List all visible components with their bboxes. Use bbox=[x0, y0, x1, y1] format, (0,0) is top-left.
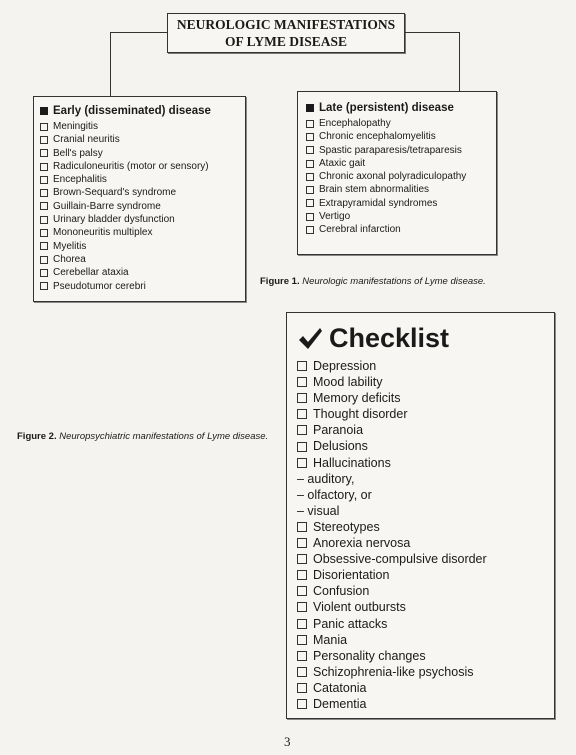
early-list bbox=[40, 120, 239, 293]
checkbox-square-icon bbox=[297, 651, 307, 661]
list-item-text: Thought disorder bbox=[313, 407, 408, 422]
list-item bbox=[306, 183, 488, 196]
checklist-box bbox=[286, 312, 555, 719]
list-item-text: Guillain-Barre syndrome bbox=[53, 200, 161, 212]
checkbox-square-icon bbox=[297, 586, 307, 596]
list-item-text: Cranial neuritis bbox=[53, 134, 120, 146]
list-item bbox=[40, 173, 239, 186]
list-item-text: Mononeuritis multiplex bbox=[53, 227, 153, 239]
page-number: 3 bbox=[284, 734, 291, 749]
list-item-text: Dementia bbox=[313, 696, 367, 711]
checkbox-square-icon bbox=[306, 120, 314, 128]
list-item bbox=[297, 503, 544, 519]
list-item bbox=[297, 632, 544, 648]
list-item bbox=[297, 680, 544, 696]
checkbox-square-icon bbox=[40, 229, 48, 237]
checkbox-square-icon bbox=[40, 149, 48, 157]
list-item-text: – auditory, bbox=[297, 471, 355, 486]
checkbox-square-icon bbox=[297, 409, 307, 419]
list-item bbox=[297, 422, 544, 438]
list-item bbox=[297, 535, 544, 551]
list-item-text: Brown-Sequard's syndrome bbox=[53, 187, 177, 199]
list-item bbox=[306, 223, 488, 236]
checkbox-square-icon bbox=[297, 458, 307, 468]
checkbox-square-icon bbox=[40, 202, 48, 210]
list-item bbox=[297, 567, 544, 583]
checklist-list bbox=[297, 358, 544, 712]
figure-2-caption bbox=[17, 431, 268, 442]
list-item bbox=[40, 226, 239, 239]
list-item-text: Brain stem abnormalities bbox=[319, 184, 430, 196]
title-line-1: NEUROLOGIC MANIFESTATIONS bbox=[176, 17, 396, 32]
checklist-title-text: Checklist bbox=[329, 323, 450, 353]
list-item-text: Violent outbursts bbox=[313, 600, 406, 615]
list-item bbox=[40, 213, 239, 226]
checkbox-square-icon bbox=[297, 538, 307, 548]
checkbox-square-icon bbox=[40, 242, 48, 250]
diagram-title bbox=[167, 13, 405, 53]
late-heading bbox=[306, 102, 488, 114]
checkbox-square-icon bbox=[297, 554, 307, 564]
list-item bbox=[297, 583, 544, 599]
list-item bbox=[297, 648, 544, 664]
checkbox-square-icon bbox=[306, 173, 314, 181]
list-item bbox=[40, 280, 239, 293]
list-item bbox=[297, 519, 544, 535]
list-item-text: Personality changes bbox=[313, 648, 426, 663]
list-item bbox=[297, 471, 544, 487]
checkbox-square-icon bbox=[40, 136, 48, 144]
list-item bbox=[306, 197, 488, 210]
figure-2-text: Neuropsychiatric manifestations of Lyme disease. bbox=[59, 431, 269, 442]
list-item-text: Panic attacks bbox=[313, 616, 388, 631]
list-item bbox=[40, 133, 239, 146]
list-item bbox=[40, 160, 239, 173]
list-item bbox=[306, 130, 488, 143]
list-item bbox=[306, 170, 488, 183]
list-item bbox=[297, 406, 544, 422]
late-heading-text: Late (persistent) disease bbox=[319, 102, 454, 114]
list-item-text: Depression bbox=[313, 359, 377, 373]
checkbox-square-icon bbox=[40, 256, 48, 264]
list-item-text: Chronic axonal polyradiculopathy bbox=[319, 171, 467, 183]
checkbox-square-icon bbox=[297, 522, 307, 532]
list-item bbox=[297, 487, 544, 503]
list-item bbox=[40, 147, 239, 160]
list-item-text: – olfactory, or bbox=[297, 487, 372, 502]
list-item bbox=[40, 186, 239, 199]
checkbox-square-icon bbox=[306, 226, 314, 234]
checklist-title bbox=[297, 323, 544, 354]
checkbox-square-icon bbox=[297, 361, 307, 371]
checkbox-square-icon bbox=[306, 186, 314, 194]
connector-left-horizontal bbox=[110, 32, 167, 33]
list-item-text: Paranoia bbox=[313, 423, 364, 438]
list-item bbox=[297, 599, 544, 615]
list-item-text: Cerebral infarction bbox=[319, 224, 401, 236]
filled-square-icon bbox=[306, 104, 314, 112]
list-item bbox=[40, 253, 239, 266]
list-item-text: Encephalopathy bbox=[319, 118, 391, 129]
list-item-text: Bell's palsy bbox=[53, 147, 103, 159]
list-item-text: Extrapyramidal syndromes bbox=[319, 197, 438, 209]
list-item bbox=[297, 551, 544, 567]
list-item-text: Mania bbox=[313, 632, 348, 647]
list-item-text: Hallucinations bbox=[313, 455, 391, 470]
connector-left-vertical bbox=[110, 32, 111, 96]
checkbox-square-icon bbox=[306, 133, 314, 141]
checkbox-square-icon bbox=[306, 146, 314, 154]
list-item bbox=[306, 157, 488, 170]
list-item bbox=[40, 266, 239, 279]
list-item bbox=[40, 200, 239, 213]
list-item-text: Schizophrenia-like psychosis bbox=[313, 664, 474, 679]
checkbox-square-icon bbox=[40, 123, 48, 131]
checkbox-square-icon bbox=[306, 199, 314, 207]
list-item-text: – visual bbox=[297, 503, 340, 518]
figure-1-label: Figure 1. bbox=[260, 276, 300, 287]
checkbox-square-icon bbox=[40, 163, 48, 171]
figure-1-text: Neurologic manifestations of Lyme disease. bbox=[302, 276, 486, 287]
checkbox-square-icon bbox=[297, 442, 307, 452]
list-item-text: Ataxic gait bbox=[319, 157, 366, 169]
early-disease-box bbox=[33, 96, 246, 302]
list-item-text: Chronic encephalomyelitis bbox=[319, 131, 436, 143]
list-item-text: Myelitis bbox=[53, 240, 87, 252]
list-item-text: Vertigo bbox=[319, 211, 351, 223]
list-item-text: Anorexia nervosa bbox=[313, 536, 411, 551]
list-item bbox=[297, 390, 544, 406]
list-item-text: Confusion bbox=[313, 584, 370, 599]
list-item-text: Stereotypes bbox=[313, 519, 380, 534]
list-item-text: Memory deficits bbox=[313, 391, 401, 406]
list-item-text: Catatonia bbox=[313, 680, 367, 695]
checkbox-square-icon bbox=[306, 160, 314, 168]
checkbox-square-icon bbox=[297, 699, 307, 709]
list-item bbox=[297, 358, 544, 374]
late-disease-box bbox=[297, 91, 497, 255]
checkbox-square-icon bbox=[297, 570, 307, 580]
late-list bbox=[306, 117, 488, 237]
list-item-text: Radiculoneuritis (motor or sensory) bbox=[53, 160, 209, 172]
checkbox-square-icon bbox=[297, 602, 307, 612]
list-item bbox=[297, 374, 544, 390]
list-item bbox=[297, 696, 544, 712]
list-item bbox=[306, 117, 488, 130]
figure-2-label: Figure 2. bbox=[17, 431, 57, 442]
list-item-text: Delusions bbox=[313, 439, 368, 454]
early-heading-text: Early (disseminated) disease bbox=[53, 105, 211, 117]
list-item-text: Pseudotumor cerebri bbox=[53, 280, 146, 292]
checkbox-square-icon bbox=[297, 393, 307, 403]
checkbox-square-icon bbox=[297, 425, 307, 435]
checkbox-square-icon bbox=[306, 213, 314, 221]
list-item-text: Disorientation bbox=[313, 568, 390, 583]
checkbox-square-icon bbox=[40, 176, 48, 184]
figure-1-caption bbox=[260, 276, 486, 287]
checkmark-icon bbox=[297, 326, 323, 352]
connector-right-horizontal bbox=[404, 32, 460, 33]
checkbox-square-icon bbox=[297, 377, 307, 387]
list-item-text: Urinary bladder dysfunction bbox=[53, 214, 175, 226]
checkbox-square-icon bbox=[297, 619, 307, 629]
list-item-text: Meningitis bbox=[53, 121, 99, 132]
list-item bbox=[40, 120, 239, 133]
title-line-2: OF LYME DISEASE bbox=[224, 34, 348, 49]
list-item-text: Encephalitis bbox=[53, 174, 107, 186]
filled-square-icon bbox=[40, 107, 48, 115]
checkbox-square-icon bbox=[297, 683, 307, 693]
checkbox-square-icon bbox=[40, 189, 48, 197]
list-item-text: Mood lability bbox=[313, 375, 383, 390]
list-item bbox=[297, 664, 544, 680]
checkbox-square-icon bbox=[297, 635, 307, 645]
list-item bbox=[297, 616, 544, 632]
list-item-text: Cerebellar ataxia bbox=[53, 267, 129, 279]
list-item bbox=[306, 144, 488, 157]
list-item-text: Chorea bbox=[53, 253, 86, 265]
list-item-text: Spastic paraparesis/tetraparesis bbox=[319, 144, 462, 156]
checkbox-square-icon bbox=[40, 216, 48, 224]
list-item bbox=[297, 455, 544, 471]
list-item bbox=[306, 210, 488, 223]
checkbox-square-icon bbox=[40, 269, 48, 277]
checkbox-square-icon bbox=[40, 282, 48, 290]
list-item bbox=[297, 438, 544, 454]
early-heading bbox=[40, 105, 239, 117]
list-item-text: Obsessive-compulsive disorder bbox=[313, 552, 487, 567]
list-item bbox=[40, 240, 239, 253]
connector-right-vertical bbox=[459, 32, 460, 91]
checkbox-square-icon bbox=[297, 667, 307, 677]
